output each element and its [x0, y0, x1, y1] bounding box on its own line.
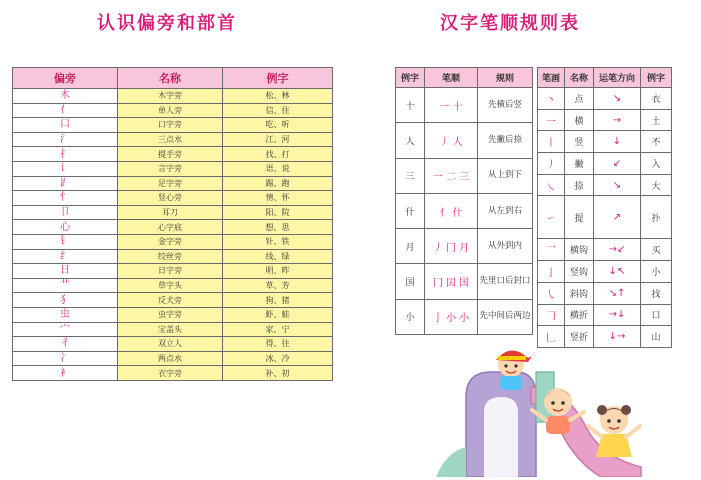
- stroke-shape-cell: 丨: [538, 131, 565, 153]
- radical-examples-cell: 线、绿: [223, 249, 333, 264]
- radical-cell: 宀: [13, 322, 118, 337]
- rule-text-cell: 先撇后捺: [478, 123, 533, 158]
- radical-cell: 艹: [13, 278, 118, 293]
- radical-name-cell: 口字旁: [118, 118, 223, 133]
- table-row: [13, 191, 333, 206]
- stroke-direction-cell: ↓↖: [594, 261, 641, 283]
- table-row: [13, 147, 333, 162]
- header-example: 例字: [641, 68, 672, 88]
- stroke-shape-cell: ㇏: [538, 174, 565, 196]
- rule-example-char-cell: 什: [396, 193, 425, 228]
- stroke-name-cell: 竖钩: [565, 261, 594, 283]
- radical-name-cell: 反犬旁: [118, 293, 223, 308]
- radical-examples-cell: 踢、跑: [223, 176, 333, 191]
- stroke-direction-cell: ↘: [594, 174, 641, 196]
- table-row: [538, 109, 672, 131]
- kids-on-slide-icon: [436, 342, 661, 477]
- table-row: [13, 322, 333, 337]
- radical-cell: 日: [13, 264, 118, 279]
- stroke-name-cell: 竖折: [565, 326, 594, 348]
- radical-name-cell: 提手旁: [118, 147, 223, 162]
- radical-examples-cell: 针、铁: [223, 234, 333, 249]
- radical-examples-cell: 冰、冷: [223, 351, 333, 366]
- radical-name-cell: 足字旁: [118, 176, 223, 191]
- radical-name-cell: 心字底: [118, 220, 223, 235]
- table-row: [13, 118, 333, 133]
- stroke-example-cell: 入: [641, 153, 672, 175]
- stroke-shape-cell: 𠃌: [538, 304, 565, 326]
- header-direction: 运笔方向: [594, 68, 641, 88]
- stroke-example-cell: 土: [641, 109, 672, 131]
- stroke-shape-cell: 丶: [538, 88, 565, 110]
- header-rule: 规则: [478, 68, 533, 88]
- radical-cell: 虫: [13, 307, 118, 322]
- radical-examples-cell: 松、林: [223, 89, 333, 104]
- table-row: [396, 158, 533, 193]
- stroke-name-cell: 点: [565, 88, 594, 110]
- radical-examples-cell: 明、昨: [223, 264, 333, 279]
- rule-text-cell: 先中间后两边: [478, 299, 533, 334]
- header-stroke-name: 名称: [565, 68, 594, 88]
- radical-examples-cell: 找、打: [223, 147, 333, 162]
- table-row: [538, 131, 672, 153]
- radical-cell: 口: [13, 118, 118, 133]
- radical-name-cell: 日字旁: [118, 264, 223, 279]
- radical-cell: 衤: [13, 366, 118, 381]
- radical-examples-cell: 得、往: [223, 337, 333, 352]
- stroke-name-cell: 斜钩: [565, 282, 594, 304]
- table-header-row: [396, 68, 533, 88]
- radical-cell: ⻊: [13, 176, 118, 191]
- rule-text-cell: 从左到右: [478, 193, 533, 228]
- radical-examples-cell: 信、住: [223, 103, 333, 118]
- stroke-order-title: 汉字笔顺规则表: [440, 13, 580, 34]
- radical-name-cell: 三点水: [118, 132, 223, 147]
- radical-name-cell: 虫字旁: [118, 307, 223, 322]
- stroke-direction-cell: ↗: [594, 196, 641, 239]
- table-row: [13, 337, 333, 352]
- table-row: [13, 234, 333, 249]
- radical-cell: 氵: [13, 132, 118, 147]
- table-row: [538, 174, 672, 196]
- table-row: [538, 282, 672, 304]
- header-name: 名称: [118, 68, 223, 89]
- stroke-example-cell: 口: [641, 304, 672, 326]
- rule-example-char-cell: 人: [396, 123, 425, 158]
- rule-stroke-order-cell: 一 十: [425, 88, 478, 123]
- table-row: [13, 249, 333, 264]
- header-stroke: 笔画: [538, 68, 565, 88]
- stroke-shape-cell: ㇀: [538, 196, 565, 239]
- stroke-name-cell: 捺: [565, 174, 594, 196]
- radical-name-cell: 竖心旁: [118, 191, 223, 206]
- rule-example-char-cell: 月: [396, 229, 425, 264]
- table-row: [396, 264, 533, 299]
- radicals-title: 认识偏旁和部首: [97, 13, 237, 34]
- radical-name-cell: 绞丝旁: [118, 249, 223, 264]
- table-row: [13, 176, 333, 191]
- table-row: [538, 239, 672, 261]
- stroke-direction-cell: ↓: [594, 131, 641, 153]
- radical-examples-cell: 草、芳: [223, 278, 333, 293]
- table-row: [13, 220, 333, 235]
- table-row: [396, 229, 533, 264]
- stroke-shape-cell: 一: [538, 109, 565, 131]
- radical-cell: 卩: [13, 205, 118, 220]
- rule-stroke-order-cell: 冂 囯 国: [425, 264, 478, 299]
- radical-examples-cell: 情、怀: [223, 191, 333, 206]
- stroke-shape-cell: 亅: [538, 261, 565, 283]
- stroke-shape-cell: ㇂: [538, 282, 565, 304]
- stroke-example-cell: 找: [641, 282, 672, 304]
- table-row: [396, 88, 533, 123]
- table-row: [13, 307, 333, 322]
- table-row: [396, 193, 533, 228]
- table-row: [538, 196, 672, 239]
- stroke-name-cell: 撇: [565, 153, 594, 175]
- stroke-name-cell: 竖: [565, 131, 594, 153]
- table-row: [13, 264, 333, 279]
- table-row: [13, 366, 333, 381]
- header-example-char: 例字: [396, 68, 425, 88]
- stroke-direction-cell: ↙: [594, 153, 641, 175]
- radical-cell: 冫: [13, 351, 118, 366]
- radical-cell: 彳: [13, 337, 118, 352]
- table-row: [538, 261, 672, 283]
- radical-examples-cell: 阳、院: [223, 205, 333, 220]
- radical-examples-cell: 家、宁: [223, 322, 333, 337]
- table-header-row: [13, 68, 333, 89]
- table-row: [13, 205, 333, 220]
- table-row: [13, 89, 333, 104]
- stroke-direction-cell: →: [594, 109, 641, 131]
- radical-name-cell: 言字旁: [118, 161, 223, 176]
- rule-text-cell: 从上到下: [478, 158, 533, 193]
- radical-cell: 木: [13, 89, 118, 104]
- radicals-table: [12, 67, 333, 381]
- radical-examples-cell: 吃、听: [223, 118, 333, 133]
- radical-name-cell: 双立人: [118, 337, 223, 352]
- radical-cell: 钅: [13, 234, 118, 249]
- stroke-shape-cell: 丿: [538, 153, 565, 175]
- radical-name-cell: 耳刀: [118, 205, 223, 220]
- rule-stroke-order-cell: 亻 什: [425, 193, 478, 228]
- stroke-example-cell: 不: [641, 131, 672, 153]
- radical-name-cell: 木字旁: [118, 89, 223, 104]
- radical-name-cell: 单人旁: [118, 103, 223, 118]
- table-row: [13, 103, 333, 118]
- radical-cell: 犭: [13, 293, 118, 308]
- stroke-name-cell: 横钩: [565, 239, 594, 261]
- rule-text-cell: 先里口后封口: [478, 264, 533, 299]
- radical-examples-cell: 语、说: [223, 161, 333, 176]
- stroke-direction-cell: ↘: [594, 88, 641, 110]
- stroke-direction-cell: ↓→: [594, 326, 641, 348]
- radical-name-cell: 金字旁: [118, 234, 223, 249]
- rule-example-char-cell: 十: [396, 88, 425, 123]
- rule-example-char-cell: 小: [396, 299, 425, 334]
- stroke-example-cell: 扑: [641, 196, 672, 239]
- stroke-direction-cell: →↙: [594, 239, 641, 261]
- header-radical: 偏旁: [13, 68, 118, 89]
- stroke-example-cell: 小: [641, 261, 672, 283]
- header-examples: 例字: [223, 68, 333, 89]
- rule-text-cell: 先横后竖: [478, 88, 533, 123]
- table-row: [13, 278, 333, 293]
- rule-example-char-cell: 三: [396, 158, 425, 193]
- radical-name-cell: 宝盖头: [118, 322, 223, 337]
- radical-examples-cell: 补、初: [223, 366, 333, 381]
- radical-name-cell: 两点水: [118, 351, 223, 366]
- radical-name-cell: 草字头: [118, 278, 223, 293]
- radical-examples-cell: 狗、猪: [223, 293, 333, 308]
- table-row: [13, 293, 333, 308]
- stroke-shape-cell: 𠃊: [538, 326, 565, 348]
- radical-examples-cell: 虾、蛙: [223, 307, 333, 322]
- table-header-row: [538, 68, 672, 88]
- table-row: [396, 299, 533, 334]
- stroke-direction-cell: →↓: [594, 304, 641, 326]
- stroke-example-cell: 山: [641, 326, 672, 348]
- table-row: [538, 88, 672, 110]
- stroke-example-cell: 买: [641, 239, 672, 261]
- rule-stroke-order-cell: 丿 人: [425, 123, 478, 158]
- radical-cell: 亻: [13, 103, 118, 118]
- basic-strokes-table: [537, 67, 672, 348]
- rule-example-char-cell: 国: [396, 264, 425, 299]
- rule-stroke-order-cell: 亅 小 小: [425, 299, 478, 334]
- rule-stroke-order-cell: 一 二 三: [425, 158, 478, 193]
- table-row: [538, 304, 672, 326]
- rule-text-cell: 从外到内: [478, 229, 533, 264]
- stroke-name-cell: 横折: [565, 304, 594, 326]
- table-row: [13, 161, 333, 176]
- stroke-example-cell: 大: [641, 174, 672, 196]
- table-row: [13, 132, 333, 147]
- table-row: [13, 351, 333, 366]
- stroke-name-cell: 提: [565, 196, 594, 239]
- stroke-shape-cell: 乛: [538, 239, 565, 261]
- radical-examples-cell: 想、思: [223, 220, 333, 235]
- radical-cell: 忄: [13, 191, 118, 206]
- stroke-direction-cell: ↘↑: [594, 282, 641, 304]
- rule-stroke-order-cell: 丿 冂 月: [425, 229, 478, 264]
- radical-cell: 心: [13, 220, 118, 235]
- header-stroke-order: 笔顺: [425, 68, 478, 88]
- stroke-example-cell: 衣: [641, 88, 672, 110]
- radical-cell: 扌: [13, 147, 118, 162]
- table-row: [396, 123, 533, 158]
- stroke-order-rules-table: [395, 67, 533, 335]
- radical-cell: 纟: [13, 249, 118, 264]
- table-row: [538, 153, 672, 175]
- stroke-name-cell: 横: [565, 109, 594, 131]
- radical-name-cell: 衣字旁: [118, 366, 223, 381]
- radical-examples-cell: 江、河: [223, 132, 333, 147]
- radical-cell: 讠: [13, 161, 118, 176]
